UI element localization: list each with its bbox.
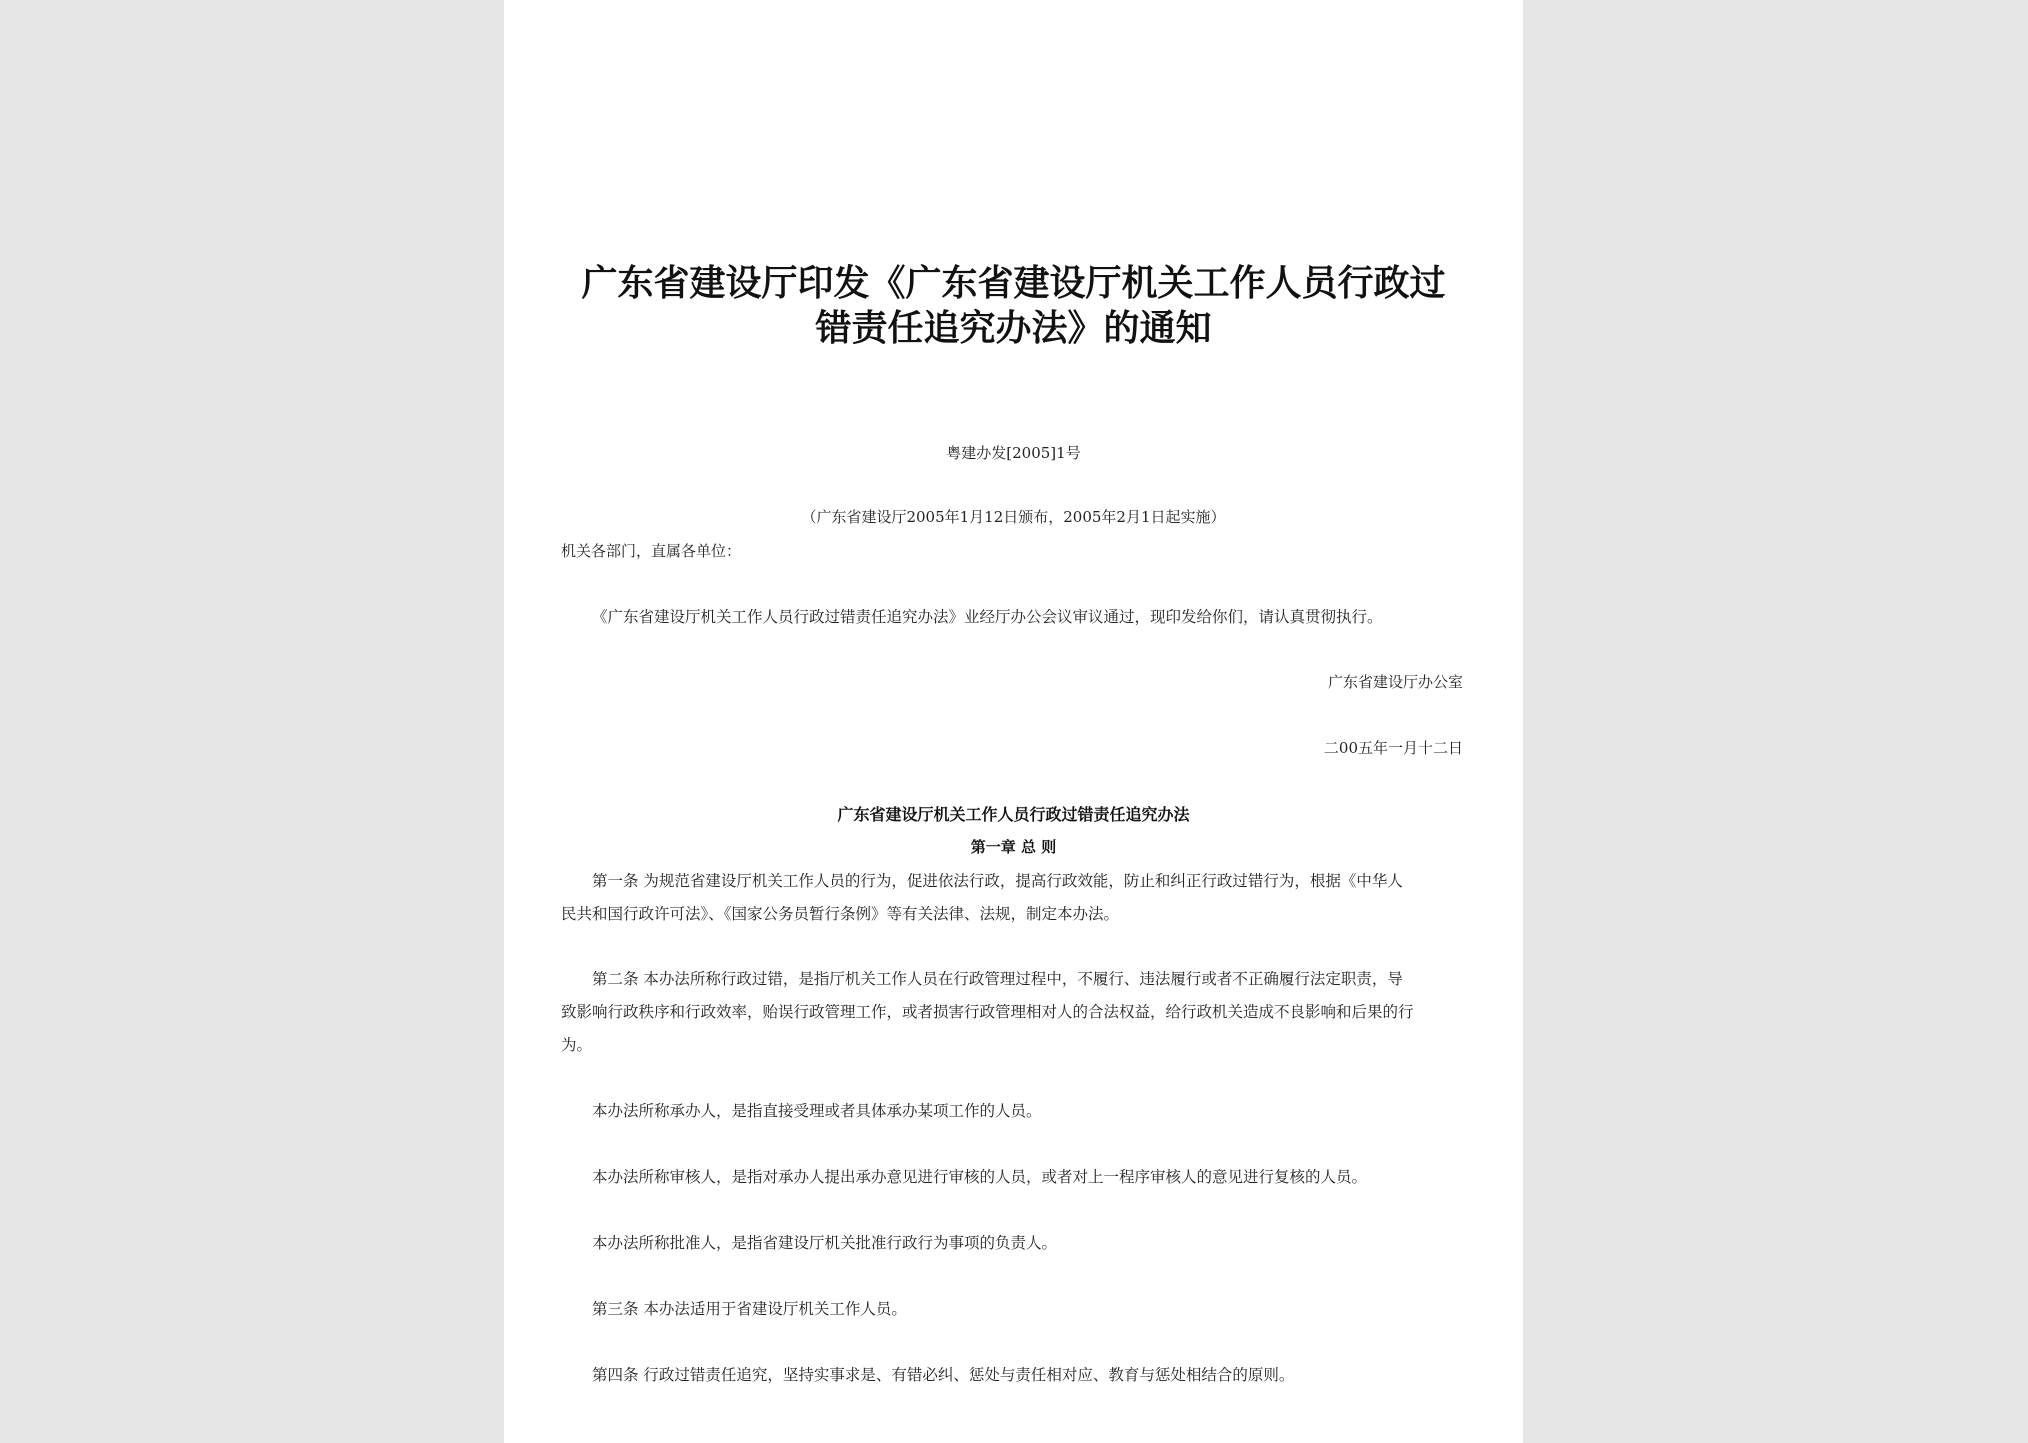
signatory: 广东省建设厅办公室 <box>1327 673 1463 691</box>
document-title-line-2: 错责任追究办法》的通知 <box>815 308 1212 349</box>
measures-title: 广东省建设厅机关工作人员行政过错责任追究办法 <box>837 805 1190 824</box>
document-number: 粤建办发[2005]1号 <box>946 444 1081 462</box>
definition-undertaker: 本办法所称承办人，是指直接受理或者具体承办某项工作的人员。 <box>592 1102 1042 1120</box>
article-1-line-2: 民共和国行政许可法》、《国家公务员暂行条例》等有关法律、法规，制定本办法。 <box>561 905 1120 923</box>
article-3: 第三条 本办法适用于省建设厅机关工作人员。 <box>592 1300 907 1318</box>
article-2-line-2: 致影响行政秩序和行政效率，贻误行政管理工作，或者损害行政管理相对人的合法权益，给行政机关造成不良影响和后果的行 <box>561 1003 1414 1021</box>
article-2-line-1: 第二条 本办法所称行政过错，是指厅机关工作人员在行政管理过程中，不履行、违法履行或者不正确履行法定职责，导 <box>592 970 1403 988</box>
chapter-1-title: 第一章 总 则 <box>970 838 1057 856</box>
document-title-line-1: 广东省建设厅印发《广东省建设厅机关工作人员行政过 <box>581 263 1446 304</box>
article-2-line-3: 为。 <box>561 1036 593 1054</box>
sign-date: 二00五年一月十二日 <box>1323 739 1463 757</box>
definition-approver: 本办法所称批准人，是指省建设厅机关批准行政行为事项的负责人。 <box>592 1234 1058 1252</box>
article-1-line-1: 第一条 为规范省建设厅机关工作人员的行为，促进依法行政，提高行政效能，防止和纠正行政过错行为，根据《中华人 <box>592 872 1403 890</box>
article-4: 第四条 行政过错责任追究，坚持实事求是、有错必纠、惩处与责任相对应、教育与惩处相结合的原则。 <box>592 1366 1295 1384</box>
salutation: 机关各部门，直属各单位： <box>561 542 742 560</box>
intro-paragraph: 《广东省建设厅机关工作人员行政过错责任追究办法》业经厅办公会议审议通过，现印发给你们，请认真贯彻执行。 <box>592 608 1383 626</box>
issuance-note: （广东省建设厅2005年1月12日颁布，2005年2月1日起实施） <box>801 508 1226 526</box>
definition-reviewer: 本办法所称审核人，是指对承办人提出承办意见进行审核的人员，或者对上一程序审核人的意见进行复核的人员。 <box>592 1168 1368 1186</box>
document-page <box>504 0 1523 1443</box>
